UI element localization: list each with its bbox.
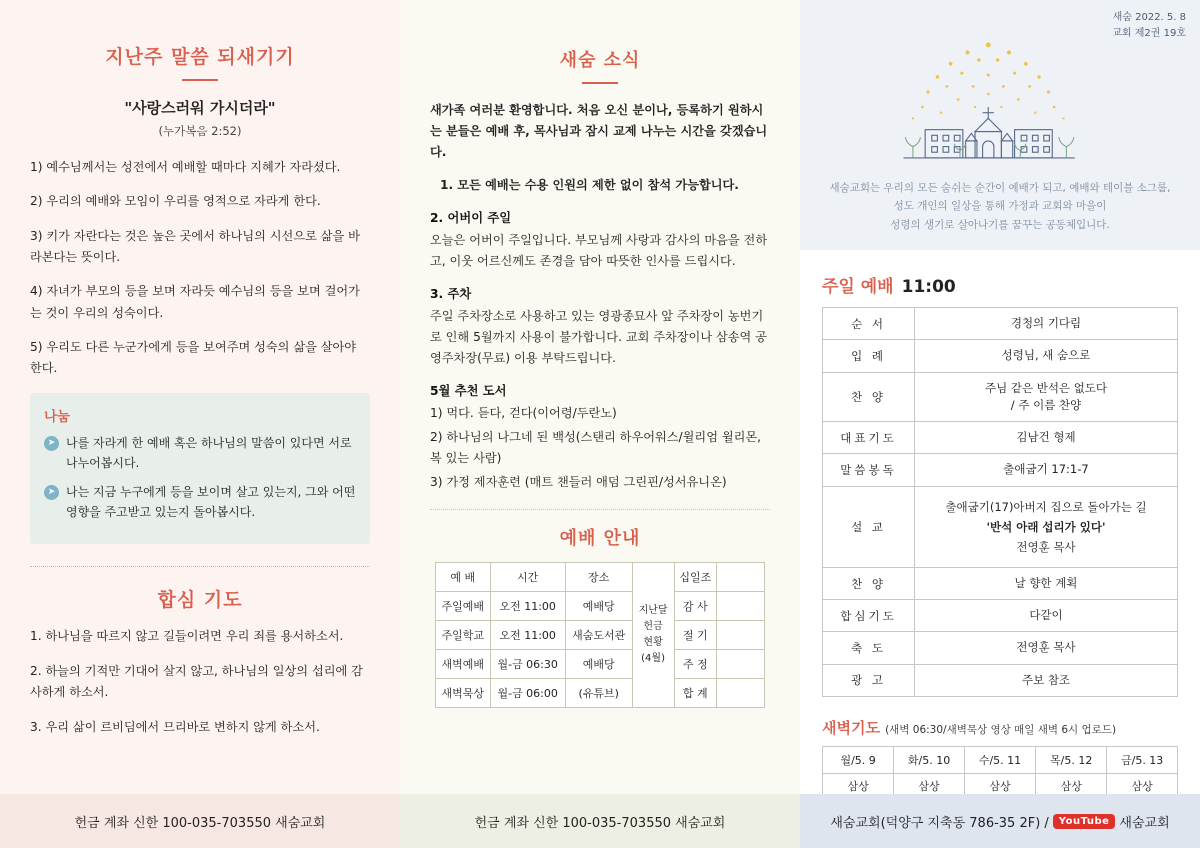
table-row [823, 567, 1178, 599]
recap-point: 4) 자녀가 부모의 등을 보며 자라듯 예수님의 등을 보며 걸어가는 것이 우리의 성숙이다. [30, 284, 360, 320]
welcome-text: 새가족 여러분 환영합니다. 처음 오신 분이나, 등록하기 원하시는 분들은 예배 후, 목사님과 잠시 교제 나누는 시간을 갖겠습니다. [430, 103, 768, 159]
prayer-item: 2. 하늘의 기적만 기대어 살지 않고, 하나님의 일상의 섭리에 감사하게 하소서. [30, 664, 363, 699]
cell-time: 월-금 06:00 [490, 678, 565, 707]
dawn-prayer-title: 새벽기도 [822, 718, 880, 737]
recap-point: 5) 우리도 다른 누군가에게 등을 보여주며 성숙의 삶을 살아야 한다. [30, 340, 357, 376]
table-row [436, 591, 765, 620]
dawn-day: 목/5. 12 [1036, 746, 1107, 773]
sharing-item-text: 나는 지금 누구에게 등을 보이며 살고 있는지, 그와 어떤 영향을 주고받고 있는지 돌아봅시다. [66, 484, 356, 519]
table-row [436, 678, 765, 707]
order-key: 입 례 [823, 340, 915, 372]
order-key: 말씀봉독 [823, 454, 915, 486]
youtube-icon[interactable]: YouTube [1053, 814, 1116, 829]
book-item: 3) 가정 제자훈련 (매트 챈들러 애덤 그린핀/성서유니온) [430, 474, 727, 489]
table-row [436, 649, 765, 678]
service-order-table [822, 307, 1178, 697]
order-key: 합심기도 [823, 600, 915, 632]
right-column [800, 0, 1200, 848]
table-header-row [823, 746, 1178, 773]
table-row [823, 340, 1178, 372]
order-value: 성령님, 새 숨으로 [915, 340, 1178, 372]
sermon-title: '반석 아래 섭리가 있다' [986, 519, 1106, 534]
cell-offering-amount [717, 591, 765, 620]
order-value: 경청의 기다림 [915, 308, 1178, 340]
cell-place: 새숨도서관 [565, 620, 632, 649]
news-section-divider [430, 509, 770, 510]
sharing-title: 나눔 [44, 408, 71, 425]
table-row [823, 664, 1178, 696]
cell-offering-type: 합 계 [674, 678, 716, 707]
book-item: 2) 하나님의 나그네 된 백성(스탠리 하우어워스/윌리엄 윌리몬, 복 있는 사람) [430, 429, 762, 465]
sermon-series: 출애굽기(17)아버지 집으로 돌아가는 길 [945, 499, 1147, 514]
cell-offering-type: 절 기 [674, 620, 716, 649]
sermon-preacher: 전영훈 목사 [1016, 539, 1076, 554]
dawn-day: 수/5. 11 [964, 746, 1035, 773]
notice-3-body: 주일 주차장소로 사용하고 있는 영광종묘사 앞 주차장이 농번기로 인해 5월까지 사용이 불가합니다. 교회 주차장이나 삼송역 공영주차장(무료) 이용 부탁드립니다. [430, 308, 767, 365]
right-footer [800, 794, 1200, 848]
order-value: 김남건 형제 [915, 422, 1178, 454]
prayer-title: 합심 기도 [157, 589, 243, 612]
col-amount-header [717, 562, 765, 591]
recap-point: 3) 키가 자란다는 것은 높은 곳에서 하나님의 시선으로 삶을 바라본다는 뜻이다. [30, 228, 360, 265]
order-key: 축 도 [823, 632, 915, 664]
hero-banner [800, 0, 1200, 250]
book-item: 1) 먹다. 듣다, 걷다(이어령/두란노) [430, 405, 617, 420]
cell-offering-amount [717, 649, 765, 678]
vision-line-1: 새숨교회는 우리의 모든 숨쉬는 순간이 예배가 되고, 예배와 테이블 소그룹, [829, 181, 1171, 194]
order-key: 광 고 [823, 664, 915, 696]
cell-service: 주일예배 [436, 591, 491, 620]
cell-service: 새벽예배 [436, 649, 491, 678]
order-value [915, 486, 1178, 567]
left-title: 지난주 말씀 되새기기 [105, 46, 295, 68]
order-key: 대표기도 [823, 422, 915, 454]
sharing-item [44, 433, 356, 474]
table-row [823, 422, 1178, 454]
order-key: 찬 양 [823, 372, 915, 422]
cell-place: 예배당 [565, 591, 632, 620]
dawn-prayer-heading [822, 717, 1178, 738]
dawn-text: 삼상 [894, 773, 965, 817]
notice-3-title: 3. 주차 [430, 286, 472, 301]
left-footer: 헌금 계좌 신한 100-035-703550 새숨교회 [0, 794, 400, 848]
prayer-list [30, 626, 370, 737]
dawn-text: 삼상 [1107, 773, 1178, 817]
issue-number: 교회 제2권 19호 [1112, 27, 1186, 39]
order-key: 순 서 [823, 308, 915, 340]
notice-2-title: 2. 어버이 주일 [430, 210, 512, 225]
order-value [915, 372, 1178, 422]
dawn-day: 금/5. 13 [1107, 746, 1178, 773]
sunday-service-title: 주일 예배 [822, 277, 894, 297]
table-row [823, 600, 1178, 632]
order-value: 다같이 [915, 600, 1178, 632]
offering-status-label: 지난달 헌금 현황 (4월) [632, 562, 674, 707]
sermon-quote: "사랑스러워 가시더라" [124, 99, 276, 117]
dawn-day: 월/5. 9 [823, 746, 894, 773]
youtube-channel-name: 새숨교회 [1119, 815, 1170, 831]
arrow-right-icon: ➤ [44, 436, 59, 451]
praise-line-2: / 주 이름 찬양 [1010, 397, 1082, 412]
left-column [0, 0, 400, 848]
table-row [436, 620, 765, 649]
cell-service: 주일학교 [436, 620, 491, 649]
worship-guide-table [435, 562, 765, 708]
table-row [823, 486, 1178, 567]
church-village-illustration [800, 28, 1176, 188]
sharing-item-text: 나를 자라게 한 예배 혹은 하나님의 말씀이 있다면 서로 나누어봅시다. [66, 435, 352, 471]
col-time: 시간 [490, 562, 565, 591]
recap-point: 2) 우리의 예배와 모임이 우리를 영적으로 자라게 한다. [30, 194, 321, 209]
order-value: 출애굽기 17:1-7 [915, 454, 1178, 486]
dawn-text: 삼상 [964, 773, 1035, 817]
dawn-text: 삼상 [1036, 773, 1107, 817]
table-row [823, 308, 1178, 340]
notice-2-body: 오늘은 어버이 주일입니다. 부모님께 사랑과 감사의 마음을 전하고, 이웃 어르신께도 존경을 담아 따뜻한 인사를 드립시다. [430, 232, 768, 268]
prayer-item: 3. 우리 삶이 르비딤에서 므리바로 변하지 않게 하소서. [30, 719, 320, 734]
sunday-service-heading [822, 272, 1178, 297]
table-row [823, 372, 1178, 422]
church-address: 새숨교회(덕양구 지축동 786-35 2F) / [830, 815, 1049, 831]
issue-date: 새숨 2022. 5. 8 [1112, 12, 1186, 23]
church-vision-caption [800, 179, 1200, 234]
recap-point: 1) 예수님께서는 성전에서 예배할 때마다 지혜가 자라셨다. [30, 160, 341, 174]
order-value: 전영훈 목사 [915, 632, 1178, 664]
order-key: 찬 양 [823, 567, 915, 599]
dawn-day: 화/5. 10 [894, 746, 965, 773]
cell-offering-type: 주 정 [674, 649, 716, 678]
cell-offering-amount [717, 678, 765, 707]
news-divider [582, 82, 618, 84]
cell-offering-amount [717, 620, 765, 649]
praise-line-1: 주님 같은 반석은 없도다 [984, 380, 1108, 395]
cell-service: 새벽묵상 [436, 678, 491, 707]
table-row [823, 632, 1178, 664]
notice-1: 1. 모든 예배는 수용 인원의 제한 없이 참석 가능합니다. [440, 177, 739, 192]
cell-place: (유튜브) [565, 678, 632, 707]
arrow-right-icon: ➤ [44, 485, 59, 500]
dawn-prayer-subtitle: (새벽 06:30/새벽묵상 영상 매일 새벽 6시 업로드) [885, 723, 1117, 736]
sunday-service-time: 11:00 [901, 277, 956, 297]
books-title: 5월 추천 도서 [430, 383, 507, 398]
prayer-item: 1. 하나님을 따르지 않고 길들이려면 우리 죄를 용서하소서. [30, 629, 344, 644]
cell-place: 예배당 [565, 649, 632, 678]
order-value: 주보 참조 [915, 664, 1178, 696]
middle-column [400, 0, 800, 848]
worship-guide-title: 예배 안내 [559, 527, 641, 549]
order-value: 날 향한 계획 [915, 567, 1178, 599]
vision-line-2: 성도 개인의 일상을 통해 가정과 교회와 마을이 [893, 200, 1107, 213]
section-divider [30, 566, 370, 567]
col-tithe: 십일조 [674, 562, 716, 591]
cell-time: 월-금 06:30 [490, 649, 565, 678]
table-header-row [436, 562, 765, 591]
sermon-quote-ref: (누가복음 2:52) [158, 124, 242, 138]
cell-time: 오전 11:00 [490, 620, 565, 649]
title-divider [182, 79, 218, 81]
cell-time: 오전 11:00 [490, 591, 565, 620]
col-place: 장소 [565, 562, 632, 591]
order-key: 설 교 [823, 486, 915, 567]
sharing-item [44, 482, 356, 523]
vision-line-3: 성령의 생기로 살아나기를 꿈꾸는 공동체입니다. [890, 218, 1110, 231]
dawn-text: 삼상 [823, 773, 894, 817]
col-service: 예 배 [436, 562, 491, 591]
news-title: 새숨 소식 [559, 50, 641, 71]
sharing-box [30, 393, 370, 545]
middle-footer: 헌금 계좌 신한 100-035-703550 새숨교회 [400, 794, 800, 848]
cell-offering-type: 감 사 [674, 591, 716, 620]
table-row [823, 454, 1178, 486]
